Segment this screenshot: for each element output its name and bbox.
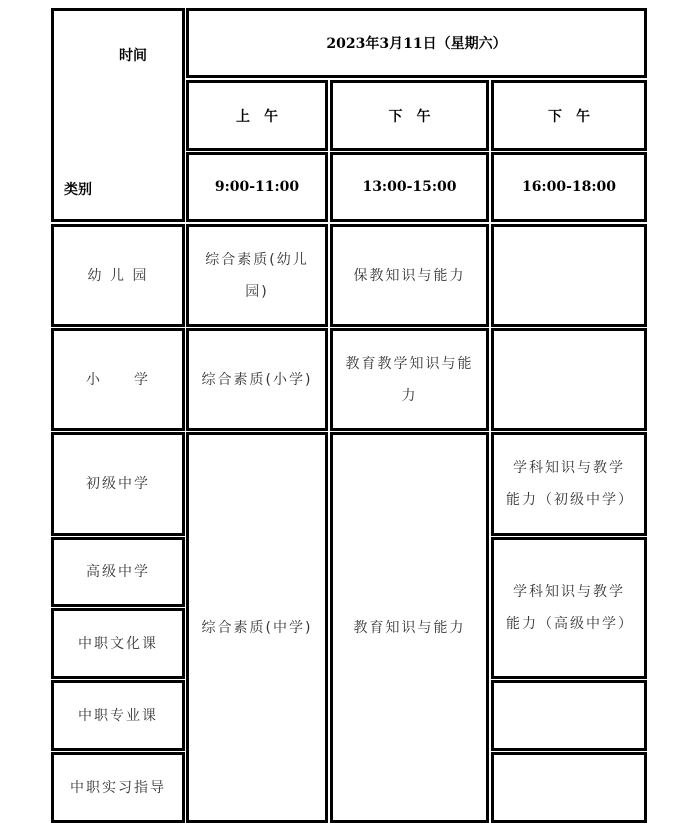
category-label: 类别 [64,182,92,198]
subject-text: 教育知识与能力 [353,619,466,636]
category-label: 初级中学 [86,476,150,492]
category-senior-high [51,537,185,607]
period-cell-1 [186,80,328,151]
header-corner-cell [51,8,185,222]
subject-kindergarten-s1 [186,224,328,327]
time-range: 16:00-18:00 [521,179,617,195]
subject-secondary-s1 [186,432,328,823]
subject-senior-s3 [491,537,647,679]
subject-text: 综合素质(小学) [201,371,313,388]
subject-vocational-major-s3 [491,680,647,751]
period-label: 下 午 [548,108,590,125]
period-cell-2 [330,80,489,151]
category-junior-high [51,432,185,536]
category-vocational-practice [51,752,185,823]
subject-secondary-s2 [330,432,489,823]
subject-junior-s3 [491,432,647,536]
subject-text: 综合素质(中学) [201,619,313,636]
time-cell-1 [186,152,328,222]
exam-date: 2023年3月11日（星期六） [326,36,507,52]
subject-text: 学科知识与教学能力（高级中学） [506,584,634,632]
subject-kindergarten-s3 [491,224,647,327]
subject-primary-s1 [186,328,328,431]
category-label: 中职文化课 [78,635,158,652]
time-cell-2 [330,152,489,222]
category-kindergarten [51,224,185,327]
category-label: 中职实习指导 [70,779,166,796]
subject-vocational-practice-s3 [491,752,647,823]
time-cell-3 [491,152,647,222]
subject-kindergarten-s2 [330,224,489,327]
category-label: 高级中学 [86,564,150,580]
time-label: 时间 [119,48,147,64]
subject-text: 教育教学知识与能力 [345,355,474,404]
subject-text: 保教知识与能力 [353,267,466,284]
subject-text: 学科知识与教学能力（初级中学） [506,460,634,508]
category-label: 幼 儿 园 [87,267,149,284]
category-primary [51,328,185,431]
subject-primary-s3 [491,328,647,431]
category-label: 小 学 [86,371,150,388]
period-label: 上 午 [236,108,278,125]
category-vocational-major [51,680,185,751]
period-cell-3 [491,80,647,151]
time-range: 9:00-11:00 [214,179,300,195]
category-vocational-culture [51,608,185,679]
period-label: 下 午 [388,108,431,125]
category-label: 中职专业课 [78,707,158,724]
exam-date-cell [186,8,647,78]
subject-text: 综合素质(幼儿园) [205,251,309,300]
time-range: 13:00-15:00 [362,179,457,195]
subject-primary-s2 [330,328,489,431]
